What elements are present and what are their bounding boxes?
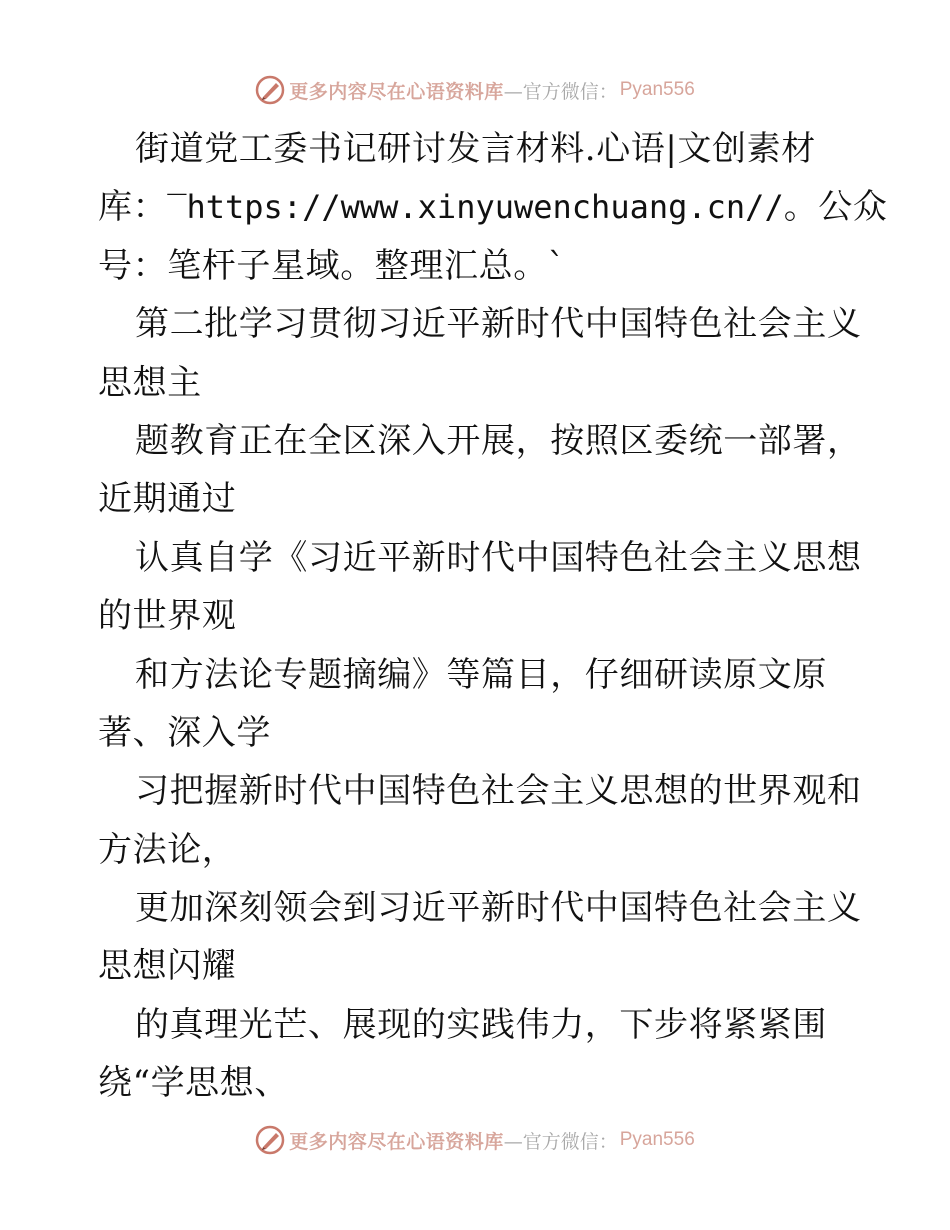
watermark-main-text: 更多内容尽在心语资料库 <box>289 80 504 103</box>
text-line: 绕“学思想、 <box>98 1063 289 1104</box>
text-span: 。公众 <box>783 187 888 228</box>
watermark-dash-text: —官方微信： <box>503 1130 618 1153</box>
document-body <box>98 120 888 1113</box>
text-line: 近期通过 <box>98 479 237 520</box>
pen-logo-icon <box>255 75 285 105</box>
text-line: 的真理光芒、展现的实践伟力，下步将紧紧围 <box>135 1004 827 1045</box>
text-line: 第二批学习贯彻习近平新时代中国特色社会主义 <box>135 304 862 345</box>
watermark-main-text: 更多内容尽在心语资料库 <box>289 1130 504 1153</box>
text-line: 方法论， <box>98 829 237 870</box>
pen-logo-icon <box>255 1125 285 1155</box>
text-line: 街道党工委书记研讨发言材料.心语|文创素材 <box>135 129 816 169</box>
header-watermark <box>0 70 950 110</box>
watermark-dash-text: —官方微信： <box>503 80 618 103</box>
watermark-wechat-id: Pyan556 <box>619 1129 695 1150</box>
text-line: 习把握新时代中国特色社会主义思想的世界观和 <box>135 771 862 812</box>
text-line: 题教育正在全区深入开展，按照区委统一部署， <box>135 420 862 461</box>
website-url: ‾https://www.xinyuwenchuang.cn// <box>167 188 784 227</box>
text-line: 著、深入学 <box>98 712 271 753</box>
text-line: 号：笔杆子星域。整理汇总。` <box>98 245 566 286</box>
text-line <box>98 178 888 236</box>
text-line: 思想主 <box>98 362 202 403</box>
text-line: 和方法论专题摘编》等篇目，仔细研读原文原 <box>135 654 827 695</box>
text-line: 的世界观 <box>98 596 237 637</box>
text-line: 思想闪耀 <box>98 946 237 987</box>
text-line: 认真自学《习近平新时代中国特色社会主义思想 <box>135 537 862 578</box>
text-span: 库： <box>98 187 168 228</box>
text-line: 更加深刻领会到习近平新时代中国特色社会主义 <box>135 888 862 929</box>
footer-watermark <box>0 1120 950 1160</box>
watermark-wechat-id: Pyan556 <box>619 79 695 100</box>
